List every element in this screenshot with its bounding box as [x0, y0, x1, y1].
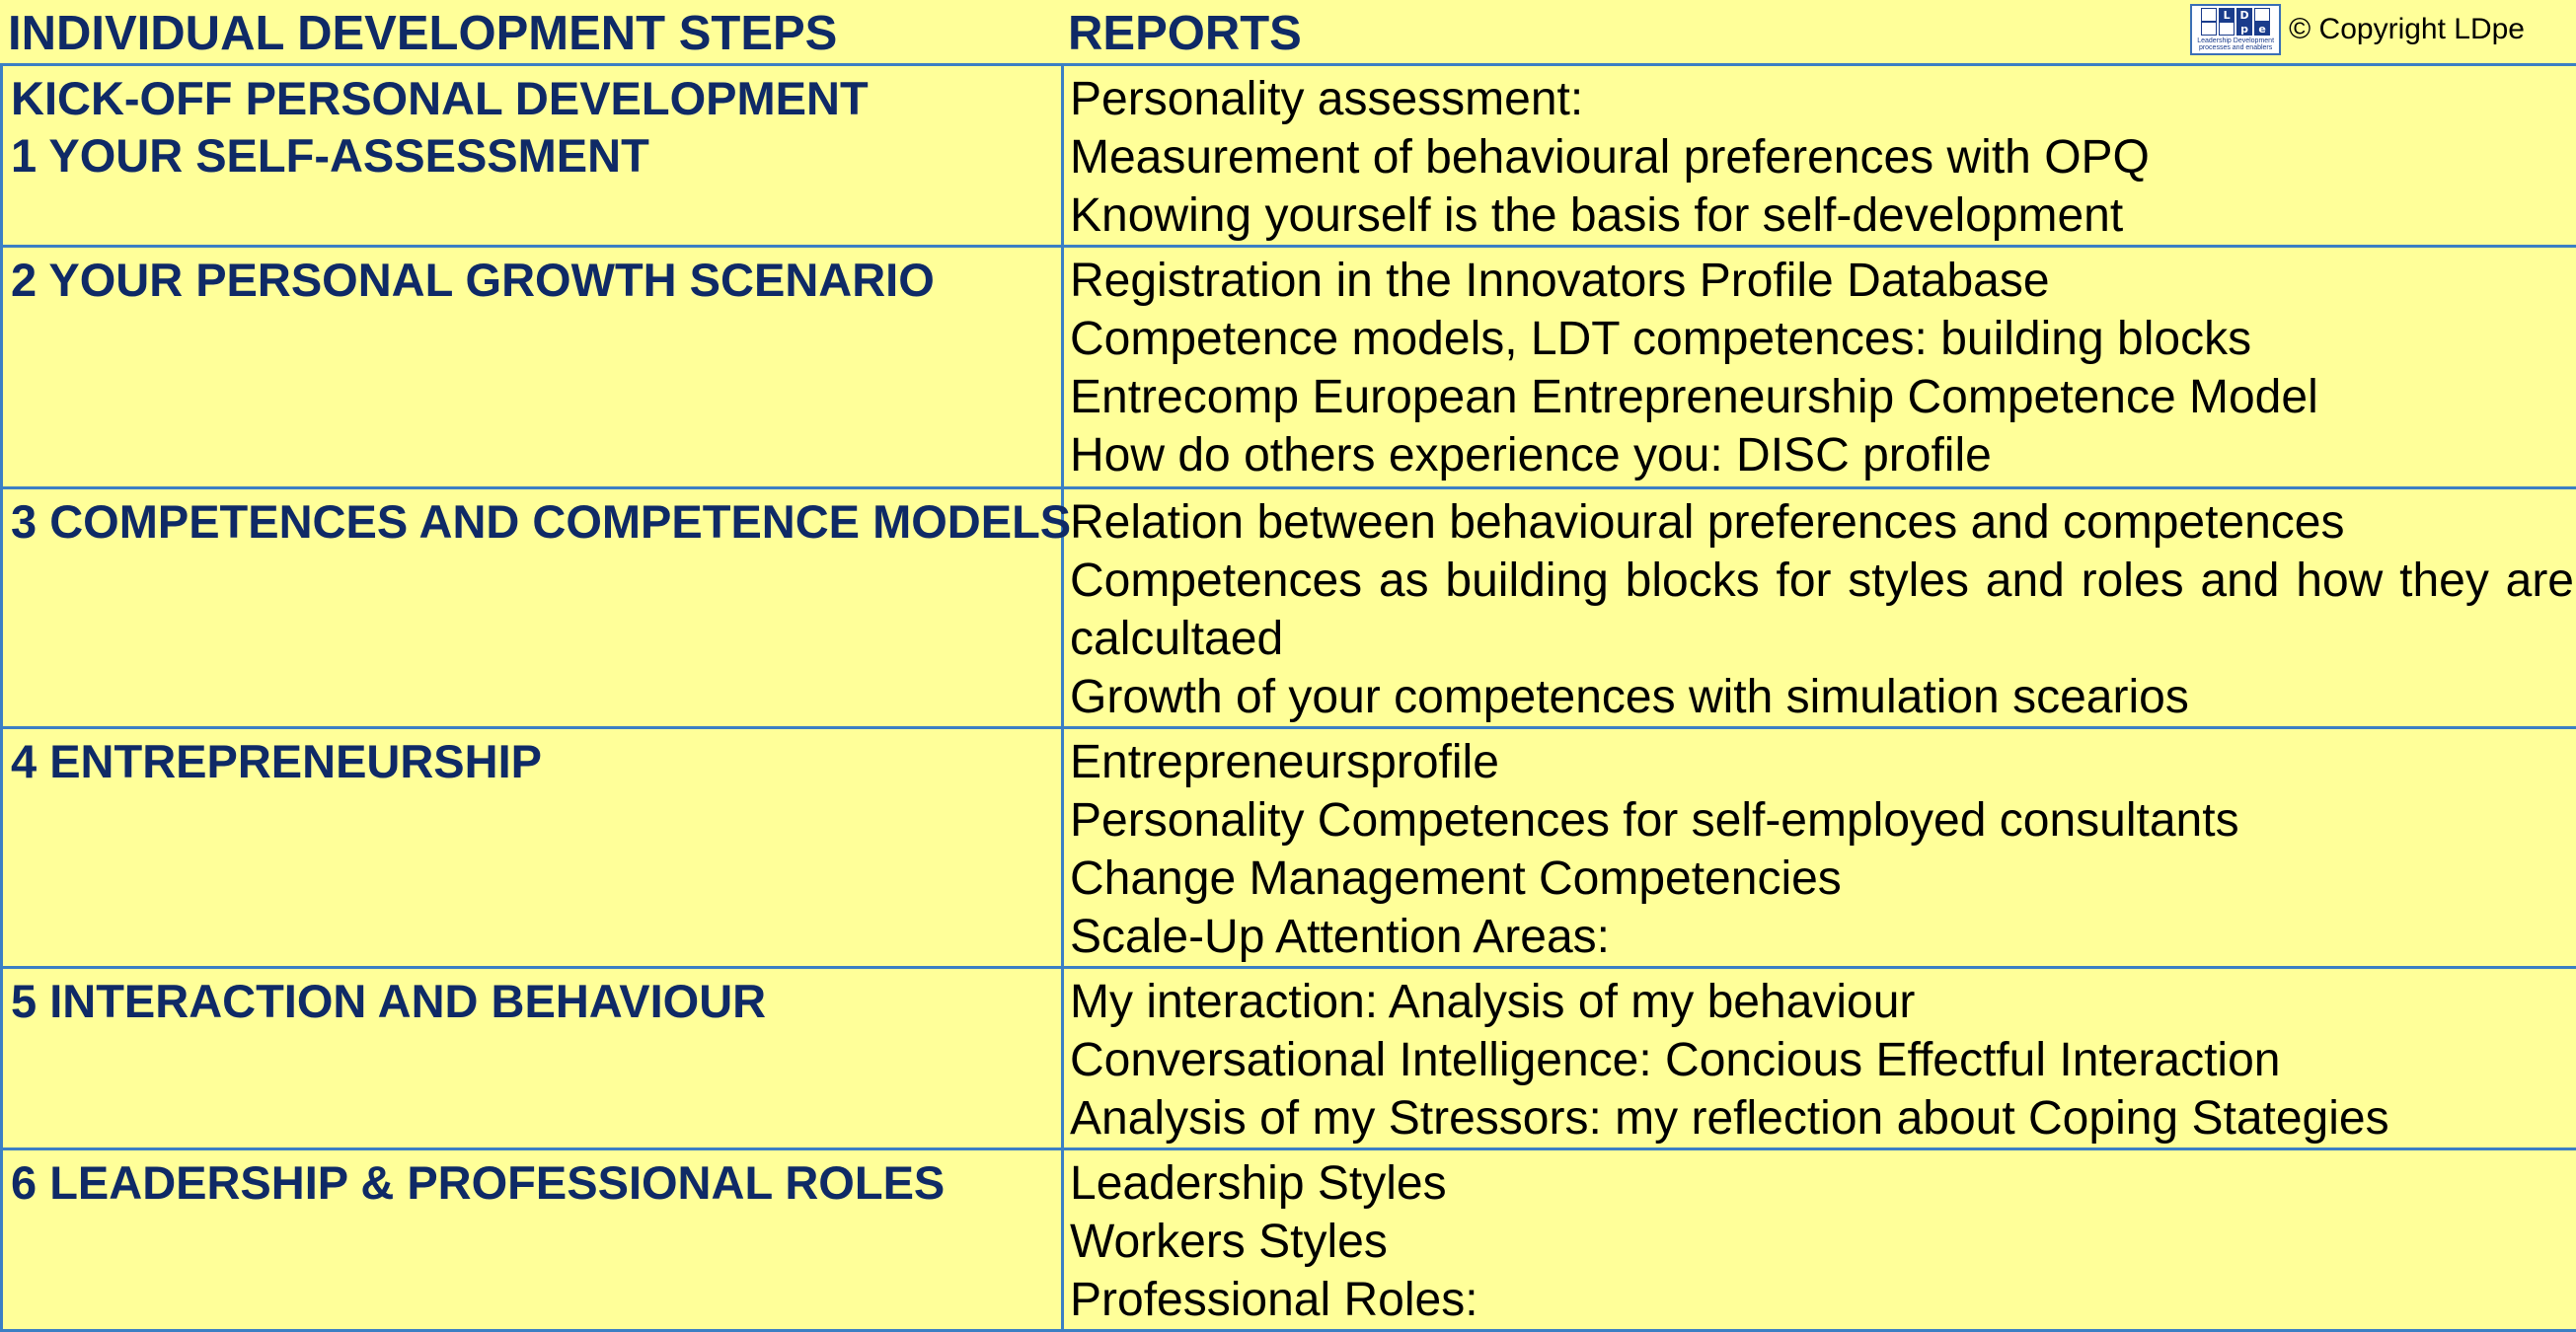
step-title: 5 INTERACTION AND BEHAVIOUR [11, 973, 1061, 1030]
report-item: Entrecomp European Entrepreneurship Competence Model [1070, 368, 2576, 426]
report-item: How do others experience you: DISC profile [1070, 426, 2576, 484]
step-title: 6 LEADERSHIP & PROFESSIONAL ROLES [11, 1154, 1061, 1212]
reports-cell [1063, 728, 2576, 968]
reports-cell [1063, 247, 2576, 488]
table-row [2, 728, 2576, 968]
ldpe-logo [2190, 4, 2281, 55]
report-item: Relation between behavioural preferences and competences [1070, 493, 2576, 552]
step-title: 3 COMPETENCES AND COMPETENCE MODELS [11, 493, 1061, 551]
table-header [0, 0, 2576, 63]
report-item: Personality assessment: [1070, 70, 2576, 128]
report-item: Personality Competences for self-employed consultants [1070, 791, 2576, 850]
steps-column-heading: INDIVIDUAL DEVELOPMENT STEPS [8, 3, 837, 66]
step-cell [2, 65, 1063, 247]
table-row [2, 968, 2576, 1149]
reports-cell [1063, 968, 2576, 1149]
logo-caption [2197, 37, 2274, 51]
report-item: Professional Roles: [1070, 1271, 2576, 1329]
reports-column-heading: REPORTS [1068, 3, 1302, 66]
step-title: 4 ENTREPRENEURSHIP [11, 733, 1061, 790]
copyright-text: © Copyright LDpe [2289, 13, 2525, 46]
development-steps-table [0, 63, 2576, 1332]
table-row [2, 488, 2576, 728]
copyright-notice [2190, 4, 2525, 55]
logo-tile: L [2219, 8, 2235, 22]
step-cell [2, 1149, 1063, 1331]
step-title: 1 YOUR SELF-ASSESSMENT [11, 127, 1061, 185]
reports-cell [1063, 488, 2576, 728]
report-item: Competences as building blocks for styles and roles and how they are [1070, 552, 2576, 610]
step-cell [2, 488, 1063, 728]
step-title: KICK-OFF PERSONAL DEVELOPMENT [11, 70, 1061, 127]
logo-tile [2219, 22, 2235, 36]
step-cell [2, 968, 1063, 1149]
step-cell [2, 247, 1063, 488]
report-item: Competence models, LDT competences: building blocks [1070, 310, 2576, 368]
logo-tile [2201, 22, 2217, 36]
report-item: Knowing yourself is the basis for self-development [1070, 186, 2576, 245]
report-item: Analysis of my Stressors: my reflection about Coping Stategies [1070, 1089, 2576, 1147]
logo-tile [2201, 8, 2217, 22]
report-item: Measurement of behavioural preferences with OPQ [1070, 128, 2576, 186]
report-item: Workers Styles [1070, 1213, 2576, 1271]
logo-tile: p [2236, 22, 2252, 36]
report-item: Registration in the Innovators Profile Database [1070, 252, 2576, 310]
logo-tile [2254, 8, 2270, 22]
reports-cell [1063, 1149, 2576, 1331]
step-title: 2 YOUR PERSONAL GROWTH SCENARIO [11, 252, 1061, 309]
report-item: My interaction: Analysis of my behaviour [1070, 973, 2576, 1031]
step-cell [2, 728, 1063, 968]
table-row [2, 65, 2576, 247]
report-item: Growth of your competences with simulation scearios [1070, 668, 2576, 726]
table-row [2, 1149, 2576, 1331]
logo-caption-line: processes and enablers [2197, 44, 2274, 51]
report-item: calcultaed [1070, 610, 2576, 668]
reports-cell [1063, 65, 2576, 247]
logo-tile: e [2254, 22, 2270, 36]
report-item: Conversational Intelligence: Concious Effectful Interaction [1070, 1031, 2576, 1089]
logo-caption-line: Leadership Development [2197, 37, 2274, 44]
report-item: Leadership Styles [1070, 1154, 2576, 1213]
logo-tile: D [2236, 8, 2252, 22]
report-item: Scale-Up Attention Areas: [1070, 908, 2576, 966]
table-row [2, 247, 2576, 488]
report-item: Entrepreneursprofile [1070, 733, 2576, 791]
report-item: Change Management Competencies [1070, 850, 2576, 908]
